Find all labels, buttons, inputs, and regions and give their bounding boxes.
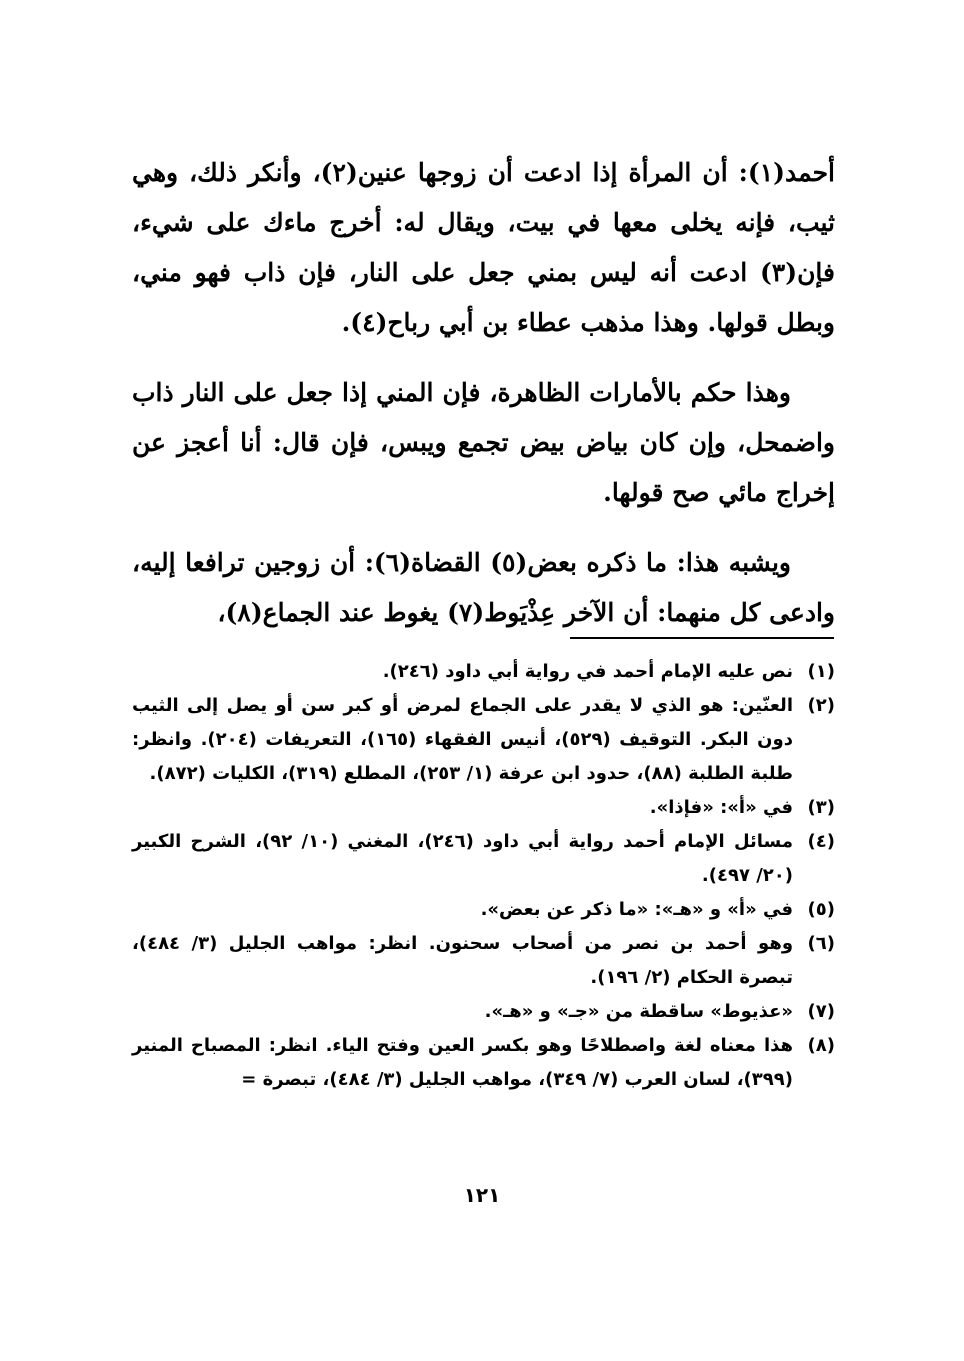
footnote-7	[132, 995, 835, 1029]
footnote-number: (٧)	[807, 1001, 835, 1022]
footnote-number: (٤)	[807, 831, 835, 852]
footnote-4	[132, 825, 835, 893]
footnote-divider	[570, 637, 834, 639]
footnote-1	[132, 655, 835, 689]
footnote-number: (٢)	[807, 695, 835, 716]
footnote-number: (١)	[807, 661, 835, 682]
footnote-5	[132, 893, 835, 927]
footnote-text: في «أ» و «هـ»: «ما ذكر عن بعض».	[480, 899, 793, 920]
footnote-number: (٣)	[807, 797, 835, 818]
footnote-number: (٨)	[807, 1035, 835, 1056]
paragraph-1: أحمد(١): أن المرأة إذا ادعت أن زوجها عنين(٢)، وأنكر ذلك، وهي ثيب، فإنه يخلى معها في بيت، ويقال له: أخرج ماءك على شيء، فإن(٣) ادعت أنه ليس بمني جعل على النار، فإن ذاب فهو مني، وبطل قولها. وهذا مذهب عطاء بن أبي رباح(٤).	[132, 158, 835, 337]
footnote-6	[132, 927, 835, 995]
page-number: ١٢١	[463, 1183, 501, 1207]
footnotes-list	[132, 655, 835, 1097]
footnote-number: (٦)	[807, 933, 835, 954]
footnote-text: هذا معناه لغة واصطلاحًا وهو بكسر العين وفتح الياء. انظر: المصباح المنير (٣٩٩)، لسان العرب (٧/ ٣٤٩)، مواهب الجليل (٣/ ٤٨٤)، تبصرة =	[132, 1035, 793, 1090]
footnote-2	[132, 689, 835, 791]
footnote-text: مسائل الإمام أحمد رواية أبي داود (٢٤٦)، المغني (١٠/ ٩٢)، الشرح الكبير (٢٠/ ٤٩٧).	[132, 831, 793, 886]
footnote-text: وهو أحمد بن نصر من أصحاب سحنون. انظر: مواهب الجليل (٣/ ٤٨٤)، تبصرة الحكام (٢/ ١٩٦).	[132, 933, 794, 988]
paragraph-2: وهذا حكم بالأمارات الظاهرة، فإن المني إذا جعل على النار ذاب واضمحل، وإن كان بياض بيض تجمع ويبس، فإن قال: أنا أعجز عن إخراج مائي صح قولها.	[132, 378, 835, 507]
footnote-text: في «أ»: «فإذا».	[649, 797, 793, 818]
footnote-text: «عذيوط» ساقطة من «جـ» و «هـ».	[484, 1001, 793, 1022]
footnote-text: العنّين: هو الذي لا يقدر على الجماع لمرض أو كبر سن أو يصل إلى الثيب دون البكر. التوقيف (٥٢٩)، أنيس الفقهاء (١٦٥)، التعريفات (٢٠٤). وانظر: طلبة الطلبة (٨٨)، حدود ابن عرفة (١/ ٢٥٣)، المطلع (٣١٩)، الكليات (٨٧٢).	[132, 695, 793, 784]
footnote-number: (٥)	[807, 899, 835, 920]
footnote-text: نص عليه الإمام أحمد في رواية أبي داود (٢٤٦).	[382, 661, 793, 682]
main-text	[132, 148, 835, 658]
footnote-3	[132, 791, 835, 825]
footnote-8	[132, 1029, 835, 1097]
paragraph-3: ويشبه هذا: ما ذكره بعض(٥) القضاة(٦): أن زوجين ترافعا إليه، وادعى كل منهما: أن الآخر عِذْيَوط(٧) يغوط عند الجماع(٨)،	[132, 548, 835, 627]
